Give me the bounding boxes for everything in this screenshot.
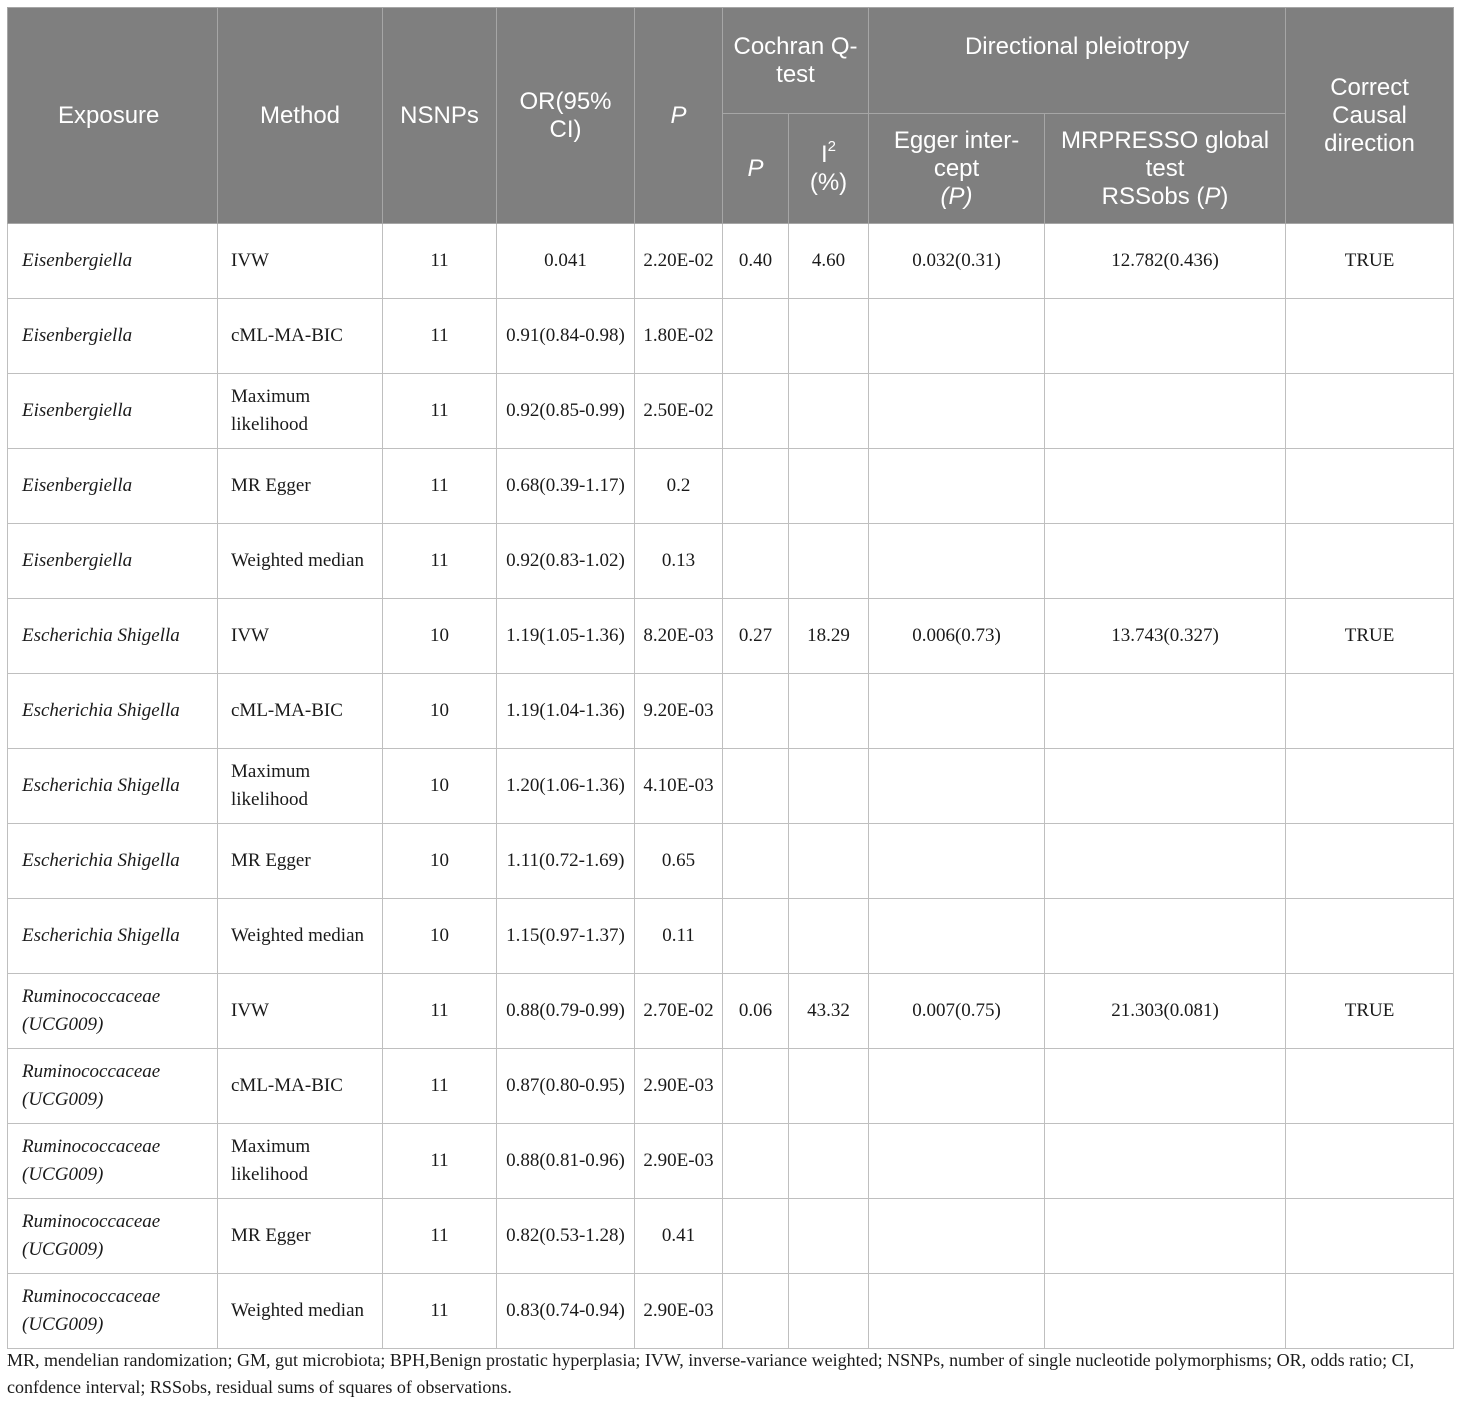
cell-or: 0.041 [497,224,635,299]
header-directional: Directional pleiotropy [869,8,1286,114]
cell-mrpresso [1045,1199,1286,1274]
i2-sup: 2 [827,137,837,155]
cell-method: MR Egger [218,1199,383,1274]
table-row [8,674,1454,749]
cell-or: 0.82(0.53-1.28) [497,1199,635,1274]
cell-exposure: Ruminococcaceae (UCG009) [8,1199,218,1274]
cell-cochran-p [723,1049,789,1124]
cell-nsnps: 10 [383,899,497,974]
cell-egger [869,524,1045,599]
cell-nsnps: 10 [383,674,497,749]
cell-exposure: Ruminococcaceae (UCG009) [8,1049,218,1124]
table-row [8,749,1454,824]
cell-p: 0.11 [635,899,723,974]
cell-p: 8.20E-03 [635,599,723,674]
cell-or: 1.19(1.05-1.36) [497,599,635,674]
cell-i2 [789,1199,869,1274]
cell-i2 [789,299,869,374]
cell-mrpresso [1045,674,1286,749]
cell-cochran-p [723,749,789,824]
cell-mrpresso [1045,1274,1286,1349]
cell-p: 2.90E-03 [635,1049,723,1124]
cell-mrpresso: 13.743(0.327) [1045,599,1286,674]
cell-causal [1286,1274,1454,1349]
cell-p: 1.80E-02 [635,299,723,374]
cell-exposure: Escherichia Shigella [8,599,218,674]
cell-cochran-p [723,824,789,899]
cell-p: 0.41 [635,1199,723,1274]
cell-egger: 0.007(0.75) [869,974,1045,1049]
cell-nsnps: 11 [383,374,497,449]
table-row [8,899,1454,974]
table-row [8,824,1454,899]
mrpresso-label: MRPRESSO global test [1060,126,1270,182]
table-row [8,224,1454,299]
cell-exposure: Escherichia Shigella [8,824,218,899]
cell-exposure: Eisenbergiella [8,449,218,524]
cell-nsnps: 11 [383,1274,497,1349]
cell-nsnps: 11 [383,524,497,599]
cell-causal [1286,749,1454,824]
cell-p: 2.90E-03 [635,1274,723,1349]
header-i2 [789,114,869,224]
cell-method: Weighted median [218,899,383,974]
cell-mrpresso [1045,749,1286,824]
cell-method: Weighted median [218,524,383,599]
cell-nsnps: 11 [383,1049,497,1124]
cell-nsnps: 11 [383,1124,497,1199]
cell-mrpresso [1045,524,1286,599]
cell-causal: TRUE [1286,974,1454,1049]
cell-cochran-p [723,449,789,524]
cell-or: 0.92(0.85-0.99) [497,374,635,449]
cell-i2 [789,524,869,599]
cell-causal [1286,374,1454,449]
cell-method: Maximum likelihood [218,1124,383,1199]
mrpresso-p: P [1204,182,1221,210]
cell-exposure: Ruminococcaceae (UCG009) [8,974,218,1049]
cell-i2: 4.60 [789,224,869,299]
cell-causal: TRUE [1286,224,1454,299]
header-cochran: Cochran Q-test [723,8,869,114]
cell-mrpresso: 12.782(0.436) [1045,224,1286,299]
cell-p: 0.13 [635,524,723,599]
cell-nsnps: 10 [383,599,497,674]
cell-causal [1286,299,1454,374]
table-row [8,599,1454,674]
cell-or: 0.92(0.83-1.02) [497,524,635,599]
cell-p: 2.90E-03 [635,1124,723,1199]
cell-i2 [789,674,869,749]
cell-method: Maximum likelihood [218,749,383,824]
cell-method: MR Egger [218,449,383,524]
cell-p: 0.2 [635,449,723,524]
cell-cochran-p: 0.40 [723,224,789,299]
cell-egger [869,1049,1045,1124]
cell-or: 0.91(0.84-0.98) [497,299,635,374]
header-method: Method [218,8,383,224]
cell-egger [869,449,1045,524]
header-mrpresso [1045,114,1286,224]
table-row [8,1199,1454,1274]
cell-exposure: Ruminococcaceae (UCG009) [8,1124,218,1199]
header-cochran-p: P [723,114,789,224]
cell-exposure: Escherichia Shigella [8,899,218,974]
table-row [8,1274,1454,1349]
results-table [7,7,1454,1349]
cell-method: MR Egger [218,824,383,899]
cell-i2 [789,1049,869,1124]
cell-or: 0.68(0.39-1.17) [497,449,635,524]
cell-mrpresso [1045,1049,1286,1124]
table-row [8,299,1454,374]
cell-cochran-p [723,299,789,374]
cell-method: cML-MA-BIC [218,1049,383,1124]
cell-exposure: Eisenbergiella [8,524,218,599]
cell-cochran-p: 0.06 [723,974,789,1049]
cell-egger [869,824,1045,899]
cell-nsnps: 11 [383,974,497,1049]
table-row [8,374,1454,449]
cell-i2 [789,1124,869,1199]
header-exposure: Exposure [8,8,218,224]
cell-causal [1286,1199,1454,1274]
egger-label: Egger inter-cept [893,126,1020,182]
cell-i2 [789,749,869,824]
cell-nsnps: 11 [383,449,497,524]
cell-cochran-p [723,1274,789,1349]
cell-nsnps: 10 [383,749,497,824]
cell-p: 2.70E-02 [635,974,723,1049]
cell-mrpresso: 21.303(0.081) [1045,974,1286,1049]
cell-or: 1.19(1.04-1.36) [497,674,635,749]
cell-mrpresso [1045,299,1286,374]
cell-i2 [789,1274,869,1349]
cell-causal [1286,824,1454,899]
cell-egger: 0.006(0.73) [869,599,1045,674]
cell-mrpresso [1045,449,1286,524]
cell-causal: TRUE [1286,599,1454,674]
table-header [8,8,1454,224]
cell-mrpresso [1045,1124,1286,1199]
mrpresso-close: ) [1220,182,1229,210]
cell-or: 1.11(0.72-1.69) [497,824,635,899]
cell-nsnps: 10 [383,824,497,899]
cell-or: 0.88(0.79-0.99) [497,974,635,1049]
header-causal: Correct Causal direction [1286,8,1454,224]
cell-mrpresso [1045,824,1286,899]
mrpresso-rssobs: RSSobs ( [1101,182,1205,210]
cell-egger [869,299,1045,374]
cell-egger [869,1199,1045,1274]
cell-causal [1286,449,1454,524]
cell-exposure: Ruminococcaceae (UCG009) [8,1274,218,1349]
footnote: MR, mendelian randomization; GM, gut microbiota; BPH,Benign prostatic hyperplasia; IVW, inverse-variance weighted; NSNPs, number of single nucleotide polymorphisms; OR, odds ratio; CI, confdence interval; RSSobs, residual sums of squares of observations. [7,1350,1415,1397]
cell-causal [1286,1049,1454,1124]
cell-exposure: Escherichia Shigella [8,749,218,824]
cell-p: 4.10E-03 [635,749,723,824]
table-row [8,524,1454,599]
cell-cochran-p: 0.27 [723,599,789,674]
header-or-ci: OR(95% CI) [497,8,635,224]
cell-method: IVW [218,974,383,1049]
i2-unit: (%) [809,168,848,196]
cell-egger [869,1124,1045,1199]
cell-method: IVW [218,599,383,674]
cell-or: 1.20(1.06-1.36) [497,749,635,824]
cell-cochran-p [723,899,789,974]
cell-or: 0.87(0.80-0.95) [497,1049,635,1124]
table-row [8,449,1454,524]
cell-i2: 18.29 [789,599,869,674]
cell-cochran-p [723,1124,789,1199]
cell-or: 0.88(0.81-0.96) [497,1124,635,1199]
cell-egger [869,749,1045,824]
cell-cochran-p [723,374,789,449]
cell-egger [869,674,1045,749]
table-row [8,1124,1454,1199]
cell-i2 [789,824,869,899]
cell-i2 [789,449,869,524]
cell-or: 1.15(0.97-1.37) [497,899,635,974]
cell-nsnps: 11 [383,299,497,374]
cell-i2 [789,899,869,974]
header-nsnps: NSNPs [383,8,497,224]
cell-causal [1286,1124,1454,1199]
cell-egger [869,1274,1045,1349]
cell-method: cML-MA-BIC [218,674,383,749]
cell-egger [869,374,1045,449]
cell-p: 2.50E-02 [635,374,723,449]
i2-base: I [821,140,828,168]
cell-exposure: Eisenbergiella [8,299,218,374]
cell-p: 2.20E-02 [635,224,723,299]
cell-cochran-p [723,674,789,749]
cell-or: 0.83(0.74-0.94) [497,1274,635,1349]
cell-nsnps: 11 [383,1199,497,1274]
cell-causal [1286,674,1454,749]
cell-exposure: Eisenbergiella [8,224,218,299]
cell-p: 0.65 [635,824,723,899]
cell-method: Weighted median [218,1274,383,1349]
cell-mrpresso [1045,374,1286,449]
cell-causal [1286,899,1454,974]
cell-p: 9.20E-03 [635,674,723,749]
table-row [8,974,1454,1049]
cell-causal [1286,524,1454,599]
header-egger [869,114,1045,224]
cell-i2: 43.32 [789,974,869,1049]
cell-method: IVW [218,224,383,299]
table-body [8,224,1454,1349]
cell-exposure: Escherichia Shigella [8,674,218,749]
cell-cochran-p [723,1199,789,1274]
cell-cochran-p [723,524,789,599]
cell-method: Maximum likelihood [218,374,383,449]
cell-egger: 0.032(0.31) [869,224,1045,299]
egger-p: (P) [940,182,973,210]
cell-egger [869,899,1045,974]
cell-method: cML-MA-BIC [218,299,383,374]
header-p: P [635,8,723,224]
cell-mrpresso [1045,899,1286,974]
cell-i2 [789,374,869,449]
table-row [8,1049,1454,1124]
cell-exposure: Eisenbergiella [8,374,218,449]
cell-nsnps: 11 [383,224,497,299]
